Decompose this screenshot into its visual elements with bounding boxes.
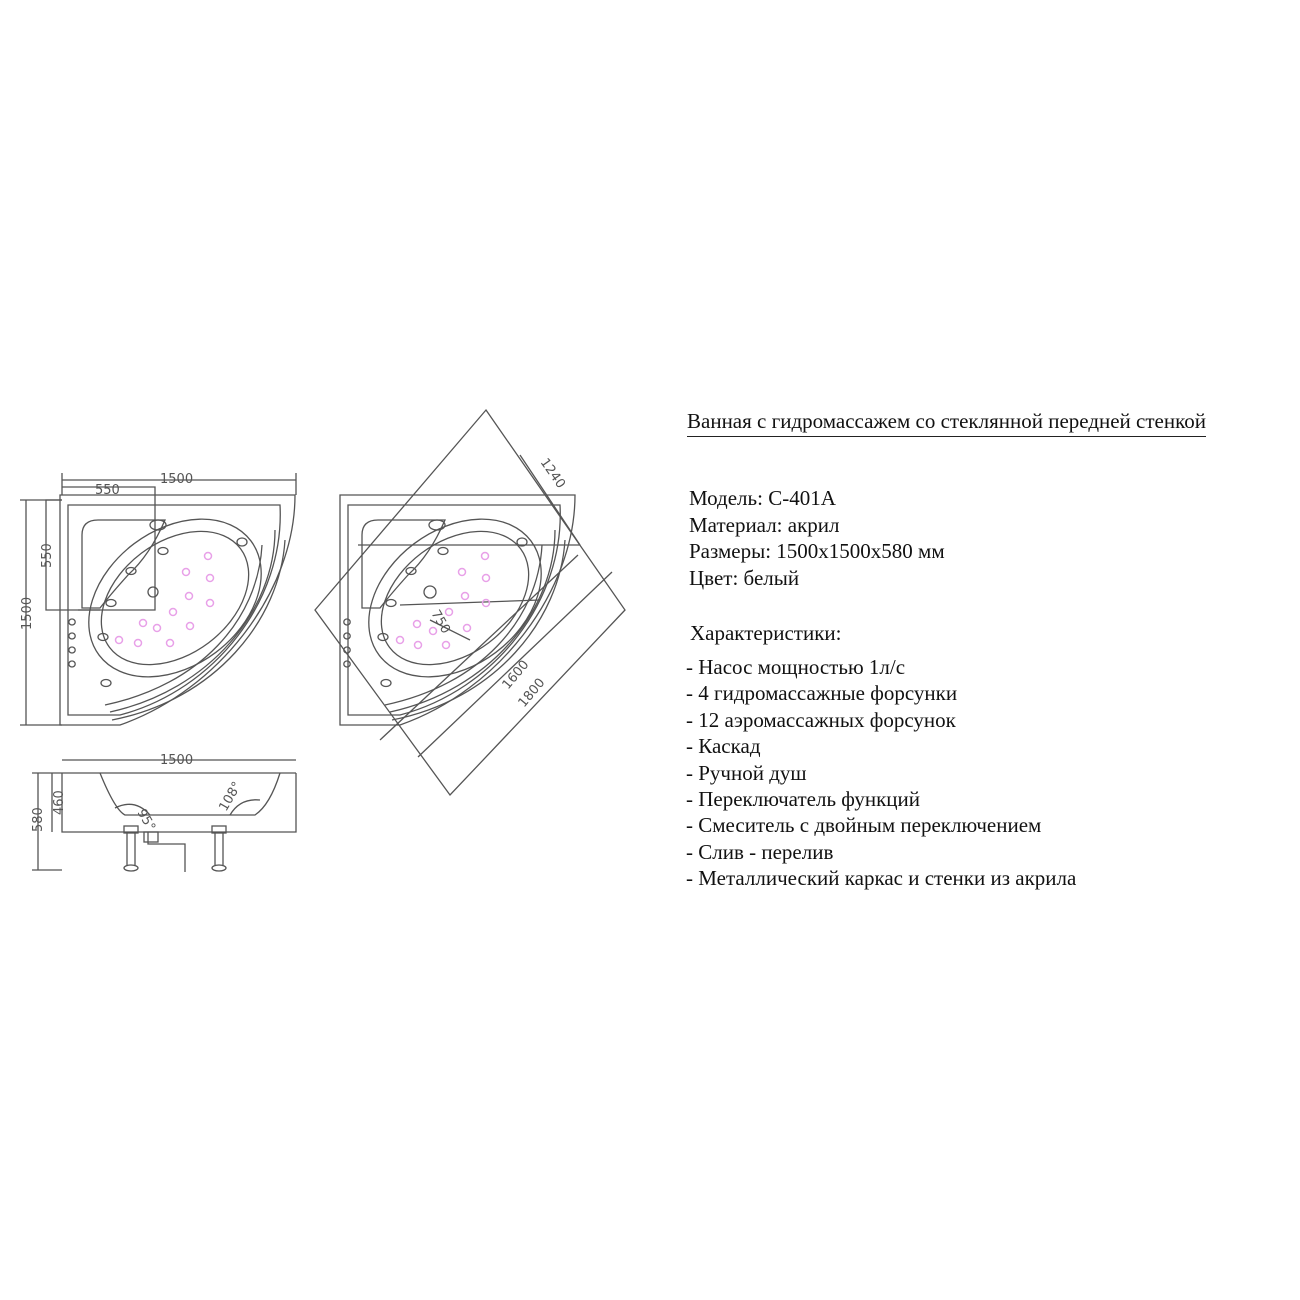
dim-seat-depth-label: 550 [40,543,55,568]
property-material: Материал: акрил [689,512,840,537]
feature-item: - Каскад [686,734,761,759]
dim-front-label: 1600 [499,657,533,693]
feature-item: - Смеситель с двойным переключением [686,813,1042,838]
feature-item: - 12 аэромассажных форсунок [686,707,956,732]
feature-item: - Металлический каркас и стенки из акрила [686,866,1077,891]
dim-width-label: 1500 [160,472,194,487]
dim-diagonal-label: 1240 [536,455,568,492]
dim-side-width-label: 1500 [160,753,194,768]
spec-properties [689,485,945,591]
property-model: Модель: С-401А [689,486,836,510]
dim-outer-label: 1800 [515,675,549,711]
spec-title: Ванная с гидромассажем со стеклянной передней стенкой [687,409,1206,437]
dim-angle-left-label: 95° [133,806,159,834]
dim-height-label: 1500 [20,596,35,630]
dim-total-height-label: 580 [31,807,46,832]
feature-item: - Насос мощностью 1л/с [686,655,906,679]
property-dimensions: Размеры: 1500х1500х580 мм [689,539,945,563]
dim-angle-right-label: 108° [216,779,246,814]
property-color: Цвет: белый [689,565,800,590]
feature-item: - 4 гидромассажные форсунки [686,681,958,706]
feature-item: - Переключатель функций [686,787,921,812]
dim-basin-label: 750 [427,607,453,637]
features-list [686,654,1076,892]
dim-seat-width-label: 550 [95,483,120,498]
feature-item: - Слив - перелив [686,839,834,864]
dim-basin-depth-label: 460 [52,790,67,815]
features-title: Характеристики: [690,621,842,645]
feature-item: - Ручной душ [686,760,807,785]
